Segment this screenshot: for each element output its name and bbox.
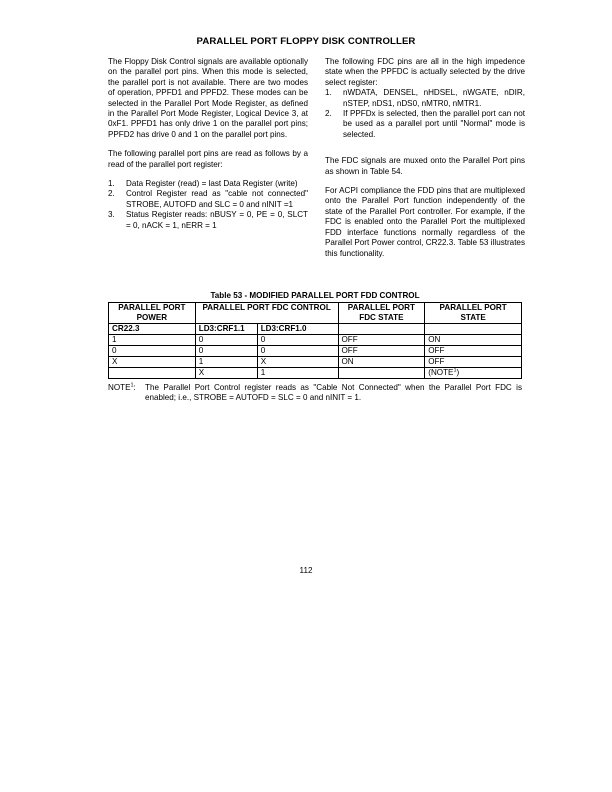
note-ref-text: (NOTE	[428, 368, 454, 377]
table-cell: 1	[257, 368, 338, 379]
table-53	[108, 291, 522, 379]
list-number: 1.	[108, 179, 115, 189]
header-fdc-control: PARALLEL PORT FDC CONTROL	[195, 303, 338, 324]
header-power: PARALLEL PORT POWER	[109, 303, 196, 324]
page-number: 112	[299, 566, 313, 575]
list-text: Control Register read as "cable not connected" STROBE, AUTOFD and SLC = 0 and nINIT =1	[126, 189, 308, 209]
header-fdc-state: PARALLEL PORT FDC STATE	[338, 303, 425, 324]
subheader-crf1-1: LD3:CRF1.1	[195, 324, 257, 335]
note-text: The Parallel Port Control register reads as "Cable Not Connected" when the Parallel Port FDC is enabled; i.e., STROBE = AUTOFD = SLC = 0 and nINIT = 1.	[145, 383, 522, 403]
header-port-state: PARALLEL PORT STATE	[425, 303, 522, 324]
table-cell: (NOTE$^1$)	[425, 368, 522, 379]
table-cell: 0	[109, 346, 196, 357]
read-paragraph: The following parallel port pins are read as follows by a read of the parallel port register:	[108, 149, 308, 169]
table-cell: X	[257, 357, 338, 368]
page-title: PARALLEL PORT FLOPPY DISK CONTROLLER	[196, 36, 416, 47]
table-row	[109, 335, 522, 346]
note-ref-sup: 1	[453, 367, 457, 374]
register-read-list	[108, 179, 308, 231]
table-cell	[338, 368, 425, 379]
table-cell: X	[195, 368, 257, 379]
table-cell	[109, 368, 196, 379]
list-item	[325, 88, 525, 109]
mux-paragraph: The FDC signals are muxed onto the Parallel Port pins as shown in Table 54.	[325, 156, 525, 176]
right-column	[325, 57, 525, 268]
table-cell: X	[109, 357, 196, 368]
list-number: 2.	[325, 109, 332, 119]
list-item	[325, 109, 525, 140]
list-item	[108, 210, 308, 231]
table-cell: OFF	[338, 335, 425, 346]
table-cell: OFF	[425, 346, 522, 357]
list-item	[108, 179, 308, 189]
list-number: 2.	[108, 189, 115, 199]
table-note	[108, 383, 522, 404]
table-cell: OFF	[425, 357, 522, 368]
note-label-sup: 1	[130, 382, 134, 389]
high-impedance-paragraph: The following FDC pins are all in the high impedence state when the PPFDC is actually selected by the drive select register:	[325, 57, 525, 87]
table-cell: 0	[195, 335, 257, 346]
table-cell	[338, 324, 425, 335]
table-cell: 0	[195, 346, 257, 357]
note-label-text: NOTE	[108, 383, 131, 392]
fdd-control-table	[108, 302, 522, 379]
left-column	[108, 57, 308, 240]
table-cell: 1	[109, 335, 196, 346]
table-header-row	[109, 303, 522, 324]
subheader-crf1-0: LD3:CRF1.0	[257, 324, 338, 335]
table-cell	[425, 324, 522, 335]
table-title: Table 53 - MODIFIED PARALLEL PORT FDD CONTROL	[210, 291, 420, 300]
list-number: 3.	[108, 210, 115, 220]
table-cell: 0	[257, 335, 338, 346]
list-item	[108, 189, 308, 210]
table-row	[109, 368, 522, 379]
list-text: nWDATA, DENSEL, nHDSEL, nWGATE, nDIR, nSTEP, nDS1, nDS0, nMTR0, nMTR1.	[343, 88, 525, 108]
list-number: 1.	[325, 88, 332, 98]
note-label-colon: :	[133, 383, 136, 392]
table-row	[109, 357, 522, 368]
list-text: Data Register (read) = last Data Register (write)	[126, 179, 298, 189]
note-label	[108, 383, 136, 393]
table-cell: 0	[257, 346, 338, 357]
table-cell: ON	[425, 335, 522, 346]
list-text: If PPFDx is selected, then the parallel port can not be used as a parallel port until "Normal" mode is selected.	[343, 109, 525, 139]
subheader-cr22: CR22.3	[109, 324, 196, 335]
intro-paragraph: The Floppy Disk Control signals are available optionally on the parallel port pins. When this mode is selected, the parallel port is not available. There are two modes of operation, PPFD1 and PPFD2. These modes can be selected in the Parallel Port Mode Register, as defined in the Parallel Port Mode Register, Logical Device 3, at 0xF1. PPFD1 has only drive 1 on the parallel port pins; PPFD2 has drive 0 and 1 on the parallel port pins.	[108, 57, 308, 139]
table-cell: 1	[195, 357, 257, 368]
table-cell: OFF	[338, 346, 425, 357]
acpi-paragraph: For ACPI compliance the FDD pins that are multiplexed onto the Parallel Port function independently of the state of the Parallel Port controller. For example, if the FDC is enabled onto the Parallel Port the multiplexed FDD interface functions normally regardless of the Parallel Port Power control, CR22.3. Table 53 illustrates this functionality.	[325, 186, 525, 258]
table-subheader-row	[109, 324, 522, 335]
table-cell: ON	[338, 357, 425, 368]
table-row	[109, 346, 522, 357]
fdc-pin-list	[325, 88, 525, 140]
list-text: Status Register reads: nBUSY = 0, PE = 0, SLCT = 0, nACK = 1, nERR = 1	[126, 210, 308, 230]
